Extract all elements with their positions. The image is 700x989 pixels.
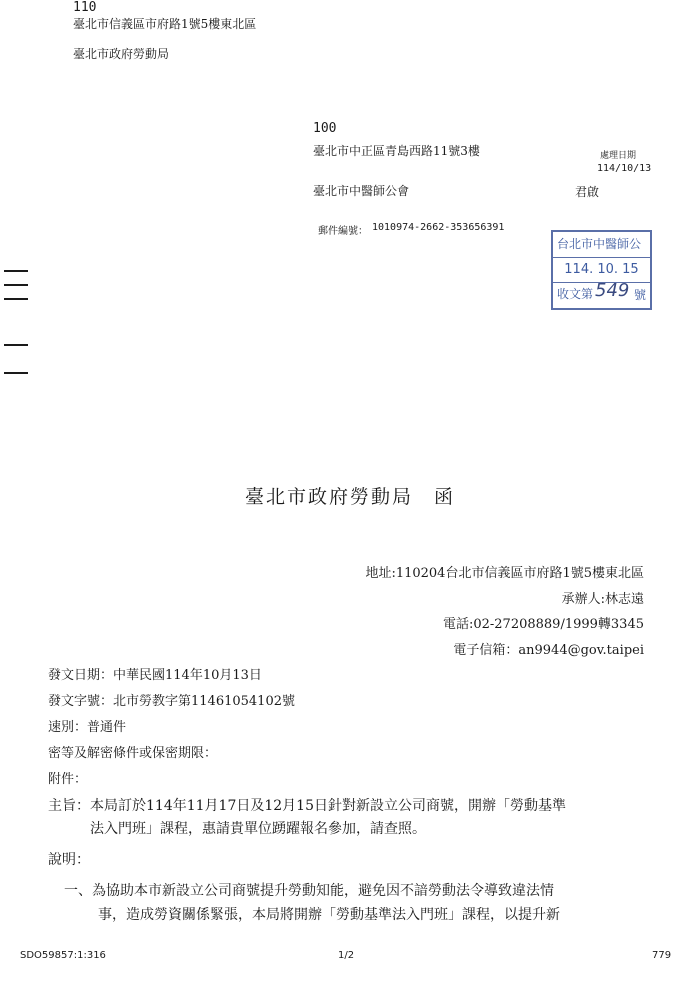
stamp-receipt-label: 收文第: [557, 287, 594, 301]
footer-doc-id: SDO59857:1:316: [20, 950, 106, 961]
explanation-label: 說明：: [48, 852, 90, 868]
contact-person: 承辦人:林志遠: [561, 592, 644, 607]
recipient-postal-code: 100: [313, 121, 337, 136]
stamp-receipt-suffix: 號: [633, 288, 646, 302]
processing-date: 114/10/13: [597, 163, 652, 174]
office-address: 地址:110204台北市信義區市府路1號5樓東北區: [365, 566, 644, 581]
sender-address: 臺北市信義區市府路1號5樓東北區: [73, 17, 257, 31]
binding-mark: [4, 298, 28, 300]
issue-number: 發文字號：北市勞教字第11461054102號: [48, 694, 295, 709]
recipient-honorific: 君啟: [575, 185, 600, 199]
binding-mark: [4, 344, 28, 346]
subject-line-2: 法入門班」課程，惠請貴單位踴躍報名參加，請查照。: [90, 821, 426, 837]
stamp-date: 114. 10. 15: [553, 257, 650, 283]
recipient-address: 臺北市中正區青島西路11號3樓: [313, 144, 480, 158]
mail-number: 1010974-2662-353656391: [372, 222, 505, 233]
processing-date-label: 處理日期: [600, 151, 637, 161]
received-stamp: [551, 230, 652, 310]
contact-phone: 電話:02-27208889/1999轉3345: [442, 617, 644, 632]
explanation-item-1-line-1: 一、為協助本市新設立公司商號提升勞動知能，避免因不諳勞動法令導致違法情: [64, 883, 554, 899]
binding-mark: [4, 270, 28, 272]
contact-email: 電子信箱：an9944@gov.taipei: [453, 643, 644, 658]
document-title: 臺北市政府勞動局 函: [245, 486, 456, 508]
binding-mark: [4, 372, 28, 374]
subject-line-1: 主旨：本局訂於114年11月17日及12月15日針對新設立公司商號，開辦「勞動基準: [48, 798, 566, 814]
stamp-receipt-number: 549: [595, 280, 630, 301]
sender-name: 臺北市政府勞動局: [73, 47, 170, 61]
binding-mark: [4, 284, 28, 286]
delivery-speed: 速別：普通件: [48, 720, 127, 735]
issue-date: 發文日期：中華民國114年10月13日: [48, 668, 262, 683]
mail-number-label: 郵件編號：: [318, 226, 368, 237]
confidentiality: 密等及解密條件或保密期限：: [48, 746, 218, 761]
recipient-name: 臺北市中醫師公會: [313, 184, 410, 198]
sender-postal-code: 110: [73, 0, 97, 15]
attachment: 附件：: [48, 772, 88, 787]
explanation-item-1-line-2: 事，造成勞資關係緊張，本局將開辦「勞動基準法入門班」課程，以提升新: [98, 907, 560, 923]
stamp-org: 台北市中醫師公: [553, 232, 650, 258]
footer-number: 779: [652, 950, 672, 961]
footer-page-number: 1/2: [338, 950, 355, 961]
